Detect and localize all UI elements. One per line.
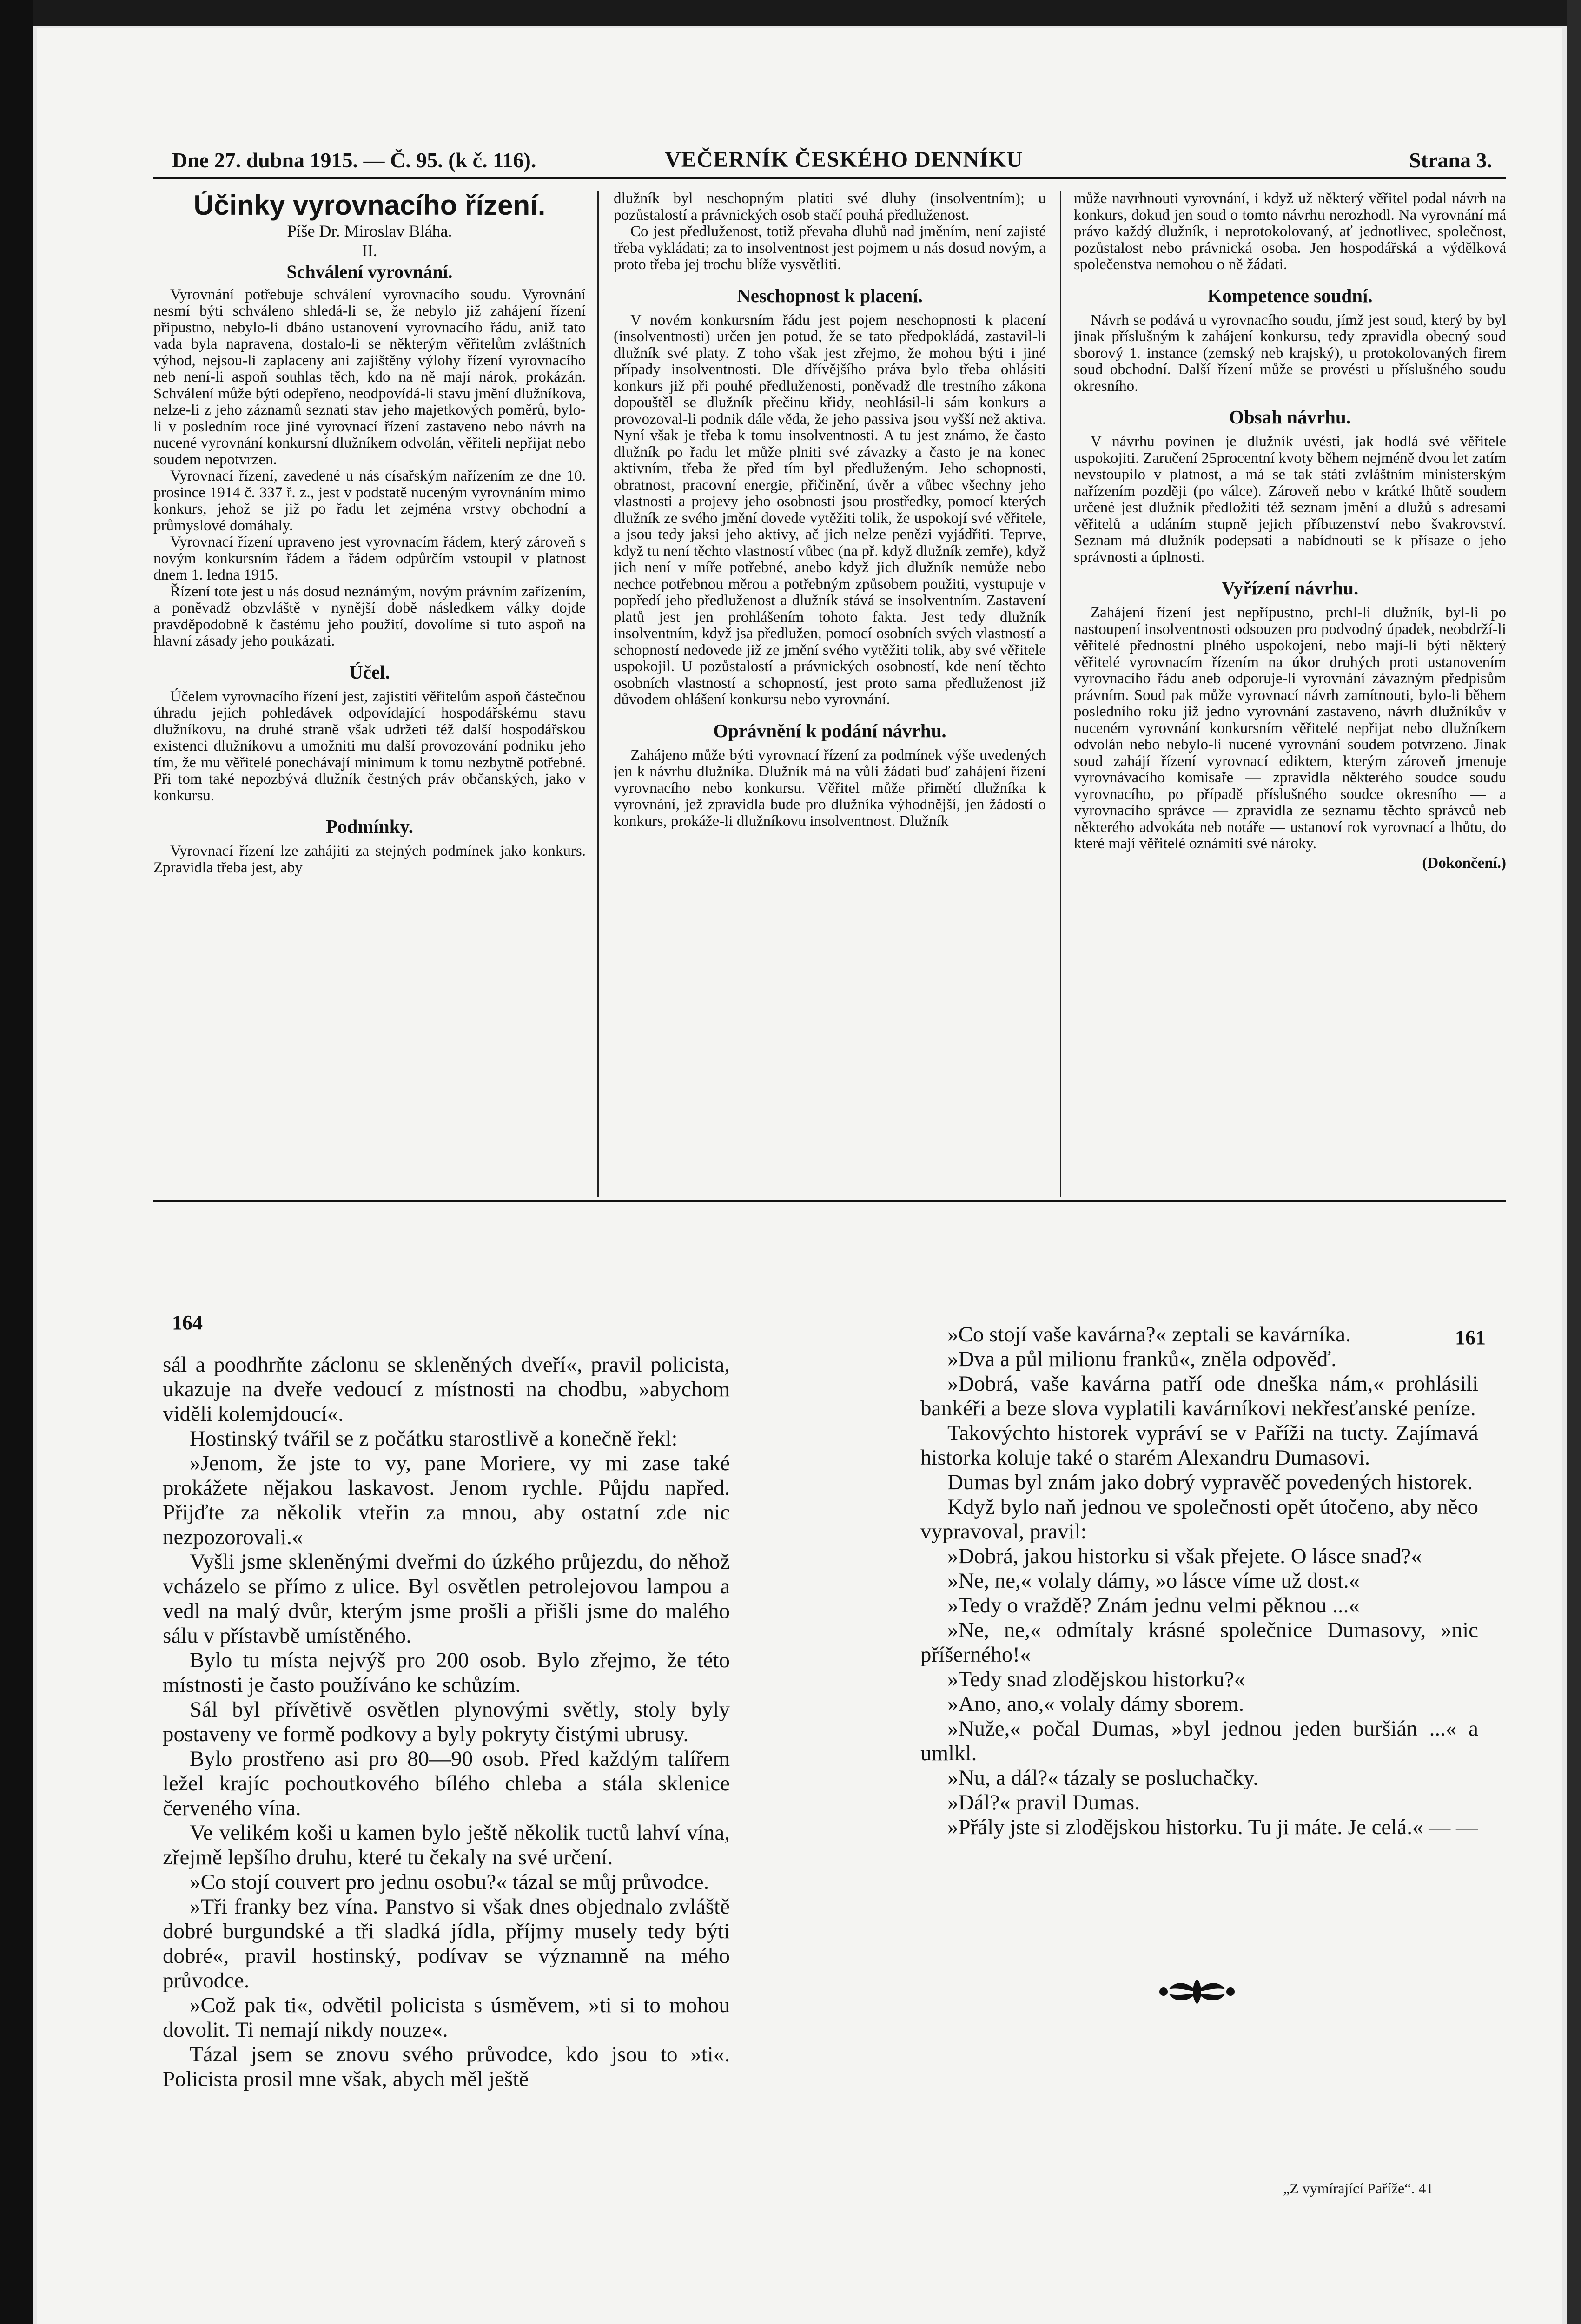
section-heading: Vyřízení návrhu. <box>1221 577 1359 599</box>
paragraph: »Přály jste si zlodějskou historku. Tu ji máte. Je celá.« — — <box>947 1815 1478 1839</box>
column-rule <box>1060 191 1061 1197</box>
scanned-sheet <box>37 28 1562 2324</box>
paragraph: V novém konkursním řádu jest pojem neschopnosti k placení (insolventnosti) určen jen potud, že se tato předpokládá, zastavil-li dlužník své platy. Z toho však jest zřejmo, že mohou býti i jiné případy insolventnosti. Dle dřívějšího práva bylo třeba ohlásiti konkurs již při pouhé předluženosti, poněvadž dle trestního zákona dopouštěl se dlužník přečinu křidy, neohlásil-li sám konkurs a provozoval-li podnik dále věda, že jeho passiva jsou vyšší než aktiva. Nyní však je třeba k tomu insolventnosti. A tu jest známo, že často dlužník po řadu let může plniti své závazky a často je na konec aktivním, třeba že před tím byl předluženým. Jeho schopnosti, obratnost, pracovní energie, přičinění, úvěr a vůbec všechny jeho vlastnosti a projevy jeho osobnosti jsou prostředky, pomocí kterých dlužník ze svého jmění dovede vytěžiti tolik, že uspokojí své věřitele, a jsou tedy jaksi jeho aktivy, ač jich nelze penězi vyjádřiti. Teprve, když tu není těchto vlastností vůbec (na př. když dlužník zemře), když jich není v míře potřebné, anebo když jich dlužník nemůže nebo nechce potřebnou měrou a potřebným způsobem použiti, vystupuje v popředí jeho předluženost a dlužník stává se insolventním. Zastavení platů jest jen prohlášením tohoto fakta. Jest tedy dlužník insolventním, když jsa předlužen, pomocí osobních svých vlastností a schopností nedovede již ze jmění svého vytěžiti tolik, aby své věřitele uspokojil. U pozůstalostí a právnických osobností, kde není těchto osobních vlastností a schopností, jest proto sama předluženost již důvodem ohlášení konkursu nebo vyrovnání. <box>614 311 1046 708</box>
paragraph: »Nuže,« počal Dumas, »byl jednou jeden buršián ...« a umlkl. <box>920 1717 1478 1765</box>
paragraph: Zahájení řízení jest nepřípustno, prchl-li dlužník, byl-li po nastoupení insolventnosti odsouzen pro podvodný úpadek, neobdrží-li věřitelé přednostní plného uspokojení, nebo mají-li býti některý věřitelé vyrovnacím řízením na úkor druhých proti ustanovením vyrovnacího řádu aneb odporuje-li vyrovnání závazným předpisům právním. Soud pak může vyrovnací návrh zamítnouti, bylo-li během posledního roku již jedno vyrovnání zastaveno, návrh dlužníkův v nuceném vyrovnání konkursním věřitelé nepřijat nebo dlužníkem odvolán nebo nebylo-li nucené vyrovnání soudem potvrzeno. Jinak soud zahájí řízení vyrovnací ediktem, kterým zároveň jmenuje vyrovnávacího komisaře — zpravidla některého soudce soudu vyrovnacího, po případě příslušného soudce okresního — a vyrovnacího správce — zpravidla ze seznamu těchto správců neb některého advokáta neb notáře — ustanoví rok vyrovnací a lhůtu, do které mají věřitelé oznámiti své nároky. <box>1074 604 1506 852</box>
section-heading: Podmínky. <box>326 816 413 837</box>
paragraph: Bylo prostřeno asi pro 80—90 osob. Před každým talířem ležel krajíc pochoutkového bílého chleba a stála sklenice červeného vína. <box>163 1747 730 1820</box>
article-column-2 <box>614 191 1046 1195</box>
paragraph: Vyrovnací řízení, zavedené u nás císařským nařízením ze dne 10. prosince 1914 č. 337 ř. z., jest v podstatě nuceným vyrovnáním mimo konkurs, jehož se již po řadu let zejména vrstvy obchodní a průmyslové domáhaly. <box>153 468 586 534</box>
issue-date: Dne 27. dubna 1915. — Č. 95. (k č. 116). <box>172 148 536 172</box>
paragraph: Takovýchto historek vypráví se v Paříži na tucty. Zajímavá historka koluje také o starém Alexandru Dumasovi. <box>920 1421 1478 1470</box>
paragraph: »Co stojí couvert pro jednu osobu?« tázal se můj průvodce. <box>190 1870 709 1894</box>
paragraph: Co jest předluženost, totiž převaha dluhů nad jměním, není zajisté třeba vykládati; za to insolventnost jest pojmem u nás dosud novým, a proto třeba jej trochu blíže vysvětliti. <box>614 223 1046 273</box>
article-column-3 <box>1074 191 1506 1195</box>
paragraph: dlužník byl neschopným platiti své dluhy (insolventním); u pozůstalostí a právnických osob stačí pouhá předluženost. <box>614 191 1046 224</box>
paragraph: Řízení tote jest u nás dosud neznámým, novým právním zařízením, a poněvadž obzvláště v nynější době následkem války dojde pravděpodobně k častému jeho použití, dovolíme si tuto aspoň na hlavní zásady jeho poukázati. <box>153 583 586 649</box>
section-heading: Účel. <box>349 661 390 683</box>
scan-border-top <box>0 0 1581 26</box>
paragraph: Bylo tu místa nejvýš pro 200 osob. Bylo zřejmo, že této místnosti je často používáno ke schůzím. <box>163 1648 730 1697</box>
paragraph: Vyšli jsme skleněnými dveřmi do úzkého průjezdu, do něhož vcházelo se přímo z ulice. Byl osvětlen petrolejovou lampou a vedl na malý dvůr, kterým jsme prošli a přišli jsme do malého sálu v přístavbě umístěného. <box>163 1550 730 1648</box>
paragraph: Vyrovnací řízení lze zahájiti za stejných podmínek jako konkurs. Zpravidla třeba jest, aby <box>153 843 586 876</box>
paragraph: sál a poodhrňte záclonu se skleněných dveří«, pravil policista, ukazuje na dveře vedoucí z místnosti na chodbu, »abychom viděli kolemjdoucí«. <box>163 1353 730 1426</box>
newspaper-bottom-rule <box>153 1200 1506 1202</box>
section-heading: Oprávnění k podání návrhu. <box>713 720 946 741</box>
paragraph: »Což pak ti«, odvětil policista s úsměvem, »ti si to mohou dovolit. Ti nemají nikdy nouze«. <box>163 1993 730 2042</box>
paragraph: Návrh se podává u vyrovnacího soudu, jímž jest soud, který by byl jinak příslušným k zahájení konkursu, tedy zpravidla obecný soud sborový 1. instance (zemský neb krajský), u protokolovaných firem soud obchodní. Další řízení může se provésti u příslušného soudu okresního. <box>1074 311 1506 395</box>
article-title: Účinky vyrovnacího řízení. <box>193 191 546 221</box>
book-page-right <box>920 1322 1478 1840</box>
paragraph: »Tedy snad zlodějskou historku?« <box>947 1667 1245 1691</box>
section-heading: Schválení vyrovnání. <box>286 261 453 282</box>
page-label: Strana 3. <box>1409 148 1492 172</box>
paragraph: Zahájeno může býti vyrovnací řízení za podmínek výše uvedených jen k návrhu dlužníka. Dlužník má na vůli žádati buď zahájení řízení vyrovnacího nebo konkursu. Věřitel může přimětí dlužníka k vyrovnání, jež zpravidla bude pro dlužníka výhodnější, jen žádostí o konkurs, prokáže-li dlužníkovu insolventnost. Dlužník <box>614 746 1046 830</box>
column-rule <box>597 191 599 1197</box>
paragraph: V návrhu povinen je dlužník uvésti, jak hodlá své věřitele uspokojiti. Zaručení 25procentní kvoty během nejméně dvou let zatím nevstoupilo v platnost, a má se tak státi zvláštním ministerským nařízením později (po válce). Zároveň nebo v krátké lhůtě soudem určené jest dlužník předložiti též seznam jmění a dlužů s adresami věřitelů a udáním stupně jejich příbuzenství nebo švakrovství. Seznam má dlužník podepsati a nabídnouti se k přísaze o jeho správnosti a úplnosti. <box>1074 433 1506 566</box>
section-heading: Neschopnost k placení. <box>737 284 923 306</box>
paragraph: Vyrovnací řízení upraveno jest vyrovnacím řádem, který zároveň s novým konkursním řádem a řádem odpůrčím vstoupil v platnost dnem 1. ledna 1915. <box>153 534 586 583</box>
paragraph: »Jenom, že jste to vy, pane Moriere, vy mi zase také prokážete nějakou laskavost. Jenom rychle. Půjdu napřed. Přijďte za několik vteřin za mnou, aby ostatní zde nic nezpozorovali.« <box>163 1451 730 1549</box>
paragraph: »Dál?« pravil Dumas. <box>947 1790 1140 1815</box>
masthead: VEČERNÍK ČESKÉHO DENNÍKU <box>665 147 1023 172</box>
section-heading: Obsah návrhu. <box>1229 406 1351 428</box>
paragraph: »Dobrá, jakou historku si však přejete. O lásce snad?« <box>947 1544 1422 1568</box>
newspaper-page <box>153 144 1506 1213</box>
paragraph: Tázal jsem se znovu svého průvodce, kdo jsou to »ti«. Policista prosil mne však, abych měl ještě <box>163 2042 730 2091</box>
scan-smudge <box>237 2273 349 2280</box>
paragraph: »Dobrá, vaše kavárna patří ode dneška nám,« prohlásili bankéři a beze slova vyplatili kavárníkovi nekřesťanské peníze. <box>920 1372 1478 1420</box>
paragraph: může navrhnouti vyrovnání, i když už některý věřitel podal návrh na konkurs, dokud jen soud o tomto návrhu nerozhodl. Na vyrovnání má právo každý dlužník, i neprotokolovaný, ať jednotlivec, společnost, pozůstalost nebo právnická osoba. Jen hospodářská a výdělková společenstva nemohou o ně žádati. <box>1074 191 1506 273</box>
paragraph: Účelem vyrovnacího řízení jest, zajistiti věřitelům aspoň částečnou úhradu jejich pohledávek odpovídající hospodářskému stavu dlužníkovu, na druhé straně však udržeti též další hospodářskou existenci dlužníkovu a umožniti mu další provozování podniku jeho tím, že mu věřitelé ponechávají minimum k tomu nezbytně potřebné. Při tom také nepozbývá dlužník čestných práv občanských, jako v konkursu. <box>153 688 586 804</box>
paragraph: »Ne, ne,« odmítaly krásné společnice Dumasovy, »nic příšerného!« <box>920 1618 1478 1667</box>
paragraph: »Dva a půl milionu franků«, zněla odpověď. <box>947 1347 1337 1371</box>
floral-ornament-icon <box>1155 1975 1239 2008</box>
paragraph: Vyrovnání potřebuje schválení vyrovnacího soudu. Vyrovnání nesmí býti schváleno shledá-li se, že nebylo již zahájení řízení připustno, nebylo-li dbáno ustanovení vyrovnacího řádu, aniž tato vada byla napravena, dostalo-li se některým věřitelům zvláštních výhod, nejsou-li zaplaceny ani zajištěny výlohy řízení vyrovnacího neb není-li aspoň souhlas těch, kdo na ně mají nárok, prokázán. Schválení může býti odepřeno, neodpovídá-li stavu jmění dlužníkova, nelze-li z jeho záznamů seznati stav jeho majetkových poměrů, bylo-li v posledním roce jiné vyrovnací řízení zastaveno nebo návrh na nucené vyrovnání konkursní dlužníkem odvolán, věřiteli nepřijat nebo soudem nepotvrzen. <box>153 286 586 468</box>
article-part: II. <box>362 241 377 260</box>
newspaper-header <box>153 144 1506 179</box>
paragraph: »Ano, ano,« volaly dámy sborem. <box>947 1692 1244 1716</box>
paragraph: »Nu, a dál?« tázaly se posluchačky. <box>947 1766 1259 1790</box>
scan-border-left <box>0 0 33 2324</box>
paragraph: Sál byl přívětivě osvětlen plynovými světly, stoly byly postaveny ve formě podkovy a byly pokryty čistými ubrusy. <box>163 1697 730 1746</box>
paragraph: »Ne, ne,« volaly dámy, »o lásce víme už dost.« <box>947 1569 1360 1593</box>
paragraph: Hostinský tvářil se z počátku starostlivě a konečně řekl: <box>190 1426 678 1451</box>
paragraph: Ve velikém koši u kamen bylo ještě několik tuctů lahví vína, zřejmě lepšího druhu, které tu čekaly na své určení. <box>163 1821 730 1869</box>
book-spread <box>153 1283 1529 2324</box>
paragraph: Dumas byl znám jako dobrý vypravěč povedených historek. <box>947 1470 1473 1494</box>
paragraph: Když bylo naň jednou ve společnosti opět útočeno, aby něco vypravoval, pravil: <box>920 1495 1478 1544</box>
paragraph: »Tři franky bez vína. Panstvo si však dnes objednalo zvláště dobré burgundské a tři sladká jídla, příjmy musely tedy býti dobré«, pravil hostinský, podívav se významně na mého průvodce. <box>163 1895 730 1993</box>
book-caption: „Z vymírající Paříže“. 41 <box>1283 2180 1434 2197</box>
article-signoff: (Dokončení.) <box>1422 854 1506 872</box>
book-page-left <box>163 1353 730 2092</box>
page-number-left: 164 <box>172 1311 203 1334</box>
page-number-right: 161 <box>1455 1326 1486 1349</box>
section-heading: Kompetence soudní. <box>1207 284 1373 306</box>
scan-border-right <box>1567 0 1581 2324</box>
paragraph: »Co stojí vaše kavárna?« zeptali se kavárníka. <box>947 1322 1351 1347</box>
paragraph: »Tedy o vraždě? Znám jednu velmi pěknou ...« <box>947 1593 1360 1618</box>
article-byline: Píše Dr. Miroslav Bláha. <box>287 222 452 240</box>
article-column-1 <box>153 191 586 1195</box>
